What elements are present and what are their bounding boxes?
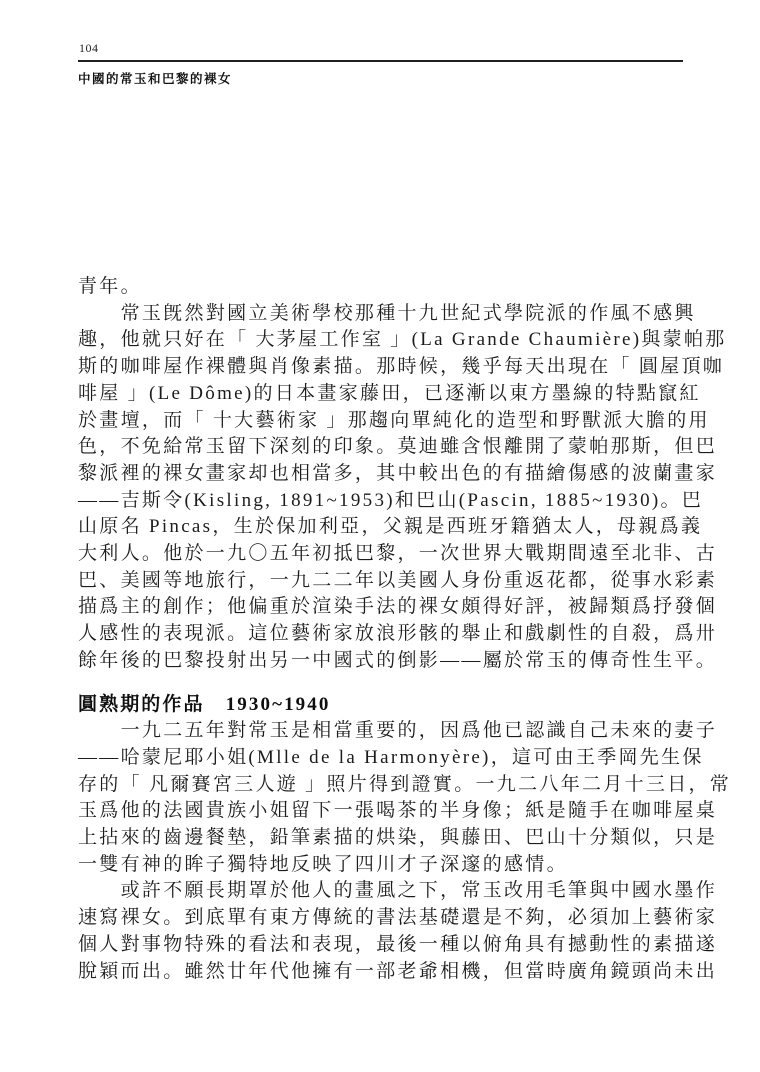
text-line: 一九二五年對常玉是相當重要的，因爲他已認識自己未來的妻子 [78,720,718,742]
text-line: 青年。 [78,276,142,297]
text-line: 巴、美國等地旅行，一九二二年以美國人身份重返花都，從事水彩素 [78,569,718,591]
text-line: 大利人。他於一九〇五年初抵巴黎，一次世界大戰期間遠至北非、古 [78,543,718,565]
text-line: 描爲主的創作；他偏重於渲染手法的裸女頗得好評，被歸類爲抒發個 [78,596,718,618]
text-line: 個人對事物特殊的看法和表現，最後一種以俯角具有撼動性的素描遂 [78,933,718,955]
text-line: 脫穎而出。雖然廿年代他擁有一部老爺相機，但當時廣角鏡頭尚未出 [78,960,718,982]
header-rule [78,60,683,62]
text-line: 速寫裸女。到底單有東方傳統的書法基礎還是不夠，必須加上藝術家 [78,907,718,929]
text-line: 常玉旣然對國立美術學校那種十九世紀式學院派的作風不感興 [78,302,696,324]
text-line: 斯的咖啡屋作裸體與肖像素描。那時候，幾乎每天出現在「 圓屋頂咖 [78,356,725,378]
text-line: 一雙有神的眸子獨特地反映了四川才子深邃的感情。 [78,853,568,875]
text-line: 餘年後的巴黎投射出另一中國式的倒影——屬於常玉的傳奇性生平。 [78,649,718,671]
text-line: 山原名 Pincas，生於保加利亞，父親是西班牙籍猶太人，母親爲義 [78,516,703,538]
text-line: 或許不願長期罩於他人的畫風之下，常玉改用毛筆與中國水墨作 [78,880,718,902]
text-line: ——吉斯令(Kisling, 1891~1953)和巴山(Pascin, 1885~1930)。巴 [78,489,704,511]
text-line: 玉爲他的法國貴族小姐留下一張喝茶的半身像；紙是隨手在咖啡屋桌 [78,800,718,822]
text-line: 人感性的表現派。這位藝術家放浪形骸的舉止和戲劇性的自殺，爲卅 [78,623,718,645]
text-line: 趣，他就只好在「 大茅屋工作室 」(La Grande Chaumière)與蒙帕那 [78,329,727,351]
page-number: 104 [79,41,99,55]
text-line: 黎派裡的裸女畫家却也相當多，其中較出色的有描繪傷感的波蘭畫家 [78,462,718,484]
running-header: 中國的常玉和巴黎的裸女 [78,72,233,86]
text-line: 存的「 凡爾賽宮三人遊 」照片得到證實。一九二八年二月十三日，常 [78,773,732,795]
text-line: 於畫壇，而「 十大藝術家 」那趨向單純化的造型和野獸派大膽的用 [78,409,710,431]
text-line: ——哈蒙尼耶小姐(Mlle de la Harmonyère)，這可由王季岡先生保 [78,746,704,768]
text-line: 色，不免給常玉留下深刻的印象。莫迪雖含恨離開了蒙帕那斯，但巴 [78,436,718,458]
text-line: 上拈來的齒邊餐墊，鉛筆素描的烘染，與藤田、巴山十分類似，只是 [78,827,718,849]
text-line: 啡屋 」(Le Dôme)的日本畫家藤田，已逐漸以東方墨線的特點竄紅 [78,382,701,404]
section-heading: 圓熟期的作品 1930~1940 [78,693,331,715]
body-text [78,274,732,985]
